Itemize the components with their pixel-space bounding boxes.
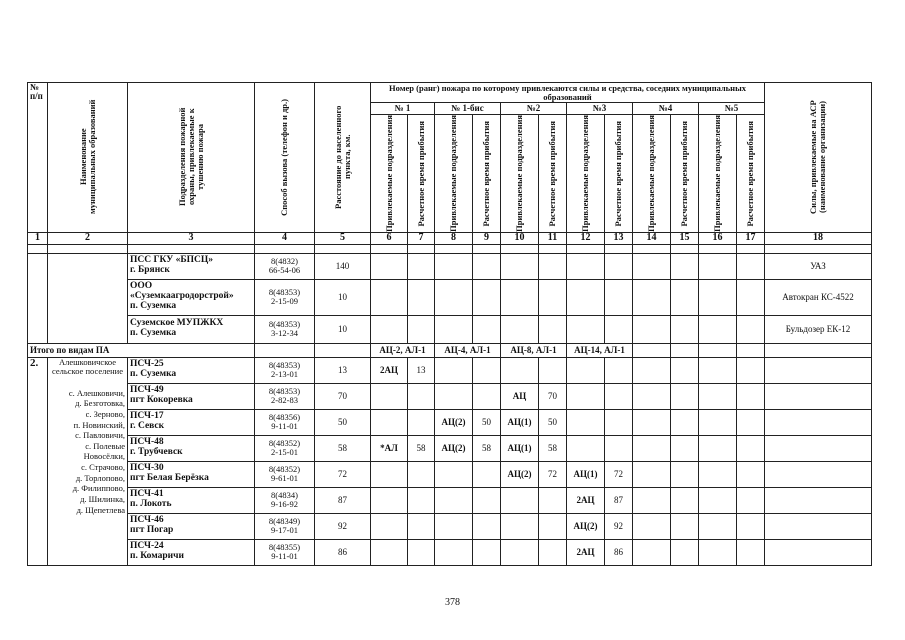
empty-cell <box>633 435 671 461</box>
attached-units: 2АЦ <box>567 539 605 565</box>
empty-cell <box>633 279 671 315</box>
arrival-time: 70 <box>539 383 567 409</box>
phone-number: 8(48353) 2-82-83 <box>255 383 315 409</box>
empty-cell <box>315 244 371 253</box>
empty-cell <box>699 487 737 513</box>
distance: 72 <box>315 461 371 487</box>
table-row <box>28 279 872 315</box>
arrival-time <box>473 513 501 539</box>
rank-header: №5 <box>699 103 765 115</box>
distance: 140 <box>315 253 371 279</box>
header-call-method: Способ вызова (телефон и др.) <box>255 83 315 233</box>
empty-cell <box>699 315 737 343</box>
empty-cell <box>671 343 699 357</box>
empty-cell <box>28 244 48 253</box>
table-row <box>28 315 872 343</box>
column-number: 4 <box>255 232 315 244</box>
rank-header: №3 <box>567 103 633 115</box>
empty-cell <box>671 539 699 565</box>
attached-units: АЦ <box>501 383 539 409</box>
empty-cell <box>255 343 315 357</box>
empty-cell <box>633 315 671 343</box>
attached-units: АЦ(2) <box>435 435 473 461</box>
attached-units <box>501 539 539 565</box>
header-attached-units: Привлекаемые подразделения <box>567 115 605 233</box>
unit-name: ПСЧ-24 п. Комаричи <box>128 539 255 565</box>
attached-units <box>501 487 539 513</box>
attached-units <box>371 461 408 487</box>
header-arrival-time: Расчетное время прибытия <box>408 115 435 233</box>
attached-units <box>435 357 473 383</box>
arrival-time: 50 <box>473 409 501 435</box>
empty-cell <box>737 253 765 279</box>
arrival-time <box>605 383 633 409</box>
attached-units <box>435 487 473 513</box>
arrival-time: 87 <box>605 487 633 513</box>
empty-cell <box>699 383 737 409</box>
column-number: 14 <box>633 232 671 244</box>
header-attached-units: Привлекаемые подразделения <box>435 115 473 233</box>
empty-cell <box>633 357 671 383</box>
arrival-time <box>408 539 435 565</box>
empty-cell <box>671 409 699 435</box>
empty-cell <box>737 461 765 487</box>
empty-cell <box>633 539 671 565</box>
empty-cell <box>633 253 671 279</box>
distance: 58 <box>315 435 371 461</box>
attached-units: *АЛ <box>371 435 408 461</box>
attached-units: АЦ(2) <box>567 513 605 539</box>
table-row <box>28 513 872 539</box>
empty-cell <box>371 244 408 253</box>
village-name: с. Павловичи, <box>75 430 125 441</box>
arrival-time: 50 <box>539 409 567 435</box>
arrival-time <box>408 461 435 487</box>
header-attached-units: Привлекаемые подразделения <box>501 115 539 233</box>
unit-name: Суземское МУПЖКХ п. Суземка <box>128 315 255 343</box>
empty-cell <box>671 253 699 279</box>
empty-cell <box>371 279 408 315</box>
arrival-time: 58 <box>408 435 435 461</box>
table-row <box>28 461 872 487</box>
header-attached-units: Привлекаемые подразделения <box>633 115 671 233</box>
unit-name: ООО «Суземкаагродорстрой» п. Суземка <box>128 279 255 315</box>
arrival-time <box>408 513 435 539</box>
unit-name: ПСС ГКУ «БПСЦ» г. Брянск <box>128 253 255 279</box>
arrival-time <box>473 461 501 487</box>
phone-number: 8(48356) 9-11-01 <box>255 409 315 435</box>
rank-header: № 1 <box>371 103 435 115</box>
arrival-time: 86 <box>605 539 633 565</box>
unit-name: ПСЧ-17 г. Севск <box>128 409 255 435</box>
asr-forces <box>765 487 872 513</box>
empty-cell <box>737 539 765 565</box>
column-number: 1 <box>28 232 48 244</box>
empty-cell <box>435 279 473 315</box>
column-number: 9 <box>473 232 501 244</box>
asr-forces <box>765 461 872 487</box>
header-arrival-time: Расчетное время прибытия <box>473 115 501 233</box>
unit-name: ПСЧ-25 п. Суземка <box>128 357 255 383</box>
phone-number: 8(48355) 9-11-01 <box>255 539 315 565</box>
empty-cell <box>699 343 737 357</box>
empty-cell <box>765 343 872 357</box>
asr-forces <box>765 357 872 383</box>
column-number: 15 <box>671 232 699 244</box>
empty-cell <box>539 253 567 279</box>
empty-cell <box>633 461 671 487</box>
attached-units <box>371 539 408 565</box>
phone-number: 8(48352) 2-15-01 <box>255 435 315 461</box>
empty-cell <box>633 343 671 357</box>
empty-cell <box>371 315 408 343</box>
column-number: 17 <box>737 232 765 244</box>
header-arrival-time: Расчетное время прибытия <box>737 115 765 233</box>
attached-units: АЦ(1) <box>567 461 605 487</box>
attached-units <box>371 513 408 539</box>
rank-header: №2 <box>501 103 567 115</box>
distance: 10 <box>315 315 371 343</box>
attached-units <box>567 383 605 409</box>
unit-name: ПСЧ-48 г. Трубчевск <box>128 435 255 461</box>
village-name: Новосёлки, <box>83 451 125 462</box>
arrival-time <box>539 513 567 539</box>
empty-cell <box>408 315 435 343</box>
header-arrival-time: Расчетное время прибытия <box>671 115 699 233</box>
arrival-time <box>473 383 501 409</box>
village-name: с. Алешковичи, <box>68 387 125 398</box>
empty-cell <box>737 343 765 357</box>
asr-forces: УАЗ <box>765 253 872 279</box>
column-number: 5 <box>315 232 371 244</box>
table-row <box>28 357 872 383</box>
column-number: 6 <box>371 232 408 244</box>
total-vehicles: АЦ-8, АЛ-1 <box>501 343 567 357</box>
attached-units <box>371 409 408 435</box>
empty-cell <box>699 253 737 279</box>
attached-units <box>567 435 605 461</box>
empty-cell <box>671 461 699 487</box>
arrival-time <box>408 409 435 435</box>
asr-forces: Автокран КС-4522 <box>765 279 872 315</box>
arrival-time: 13 <box>408 357 435 383</box>
header-attached-units: Привлекаемые подразделения <box>699 115 737 233</box>
table-row <box>28 253 872 279</box>
column-number: 18 <box>765 232 872 244</box>
empty-cell <box>435 315 473 343</box>
asr-forces <box>765 539 872 565</box>
empty-cell <box>765 244 872 253</box>
header-asr: Силы, привлекаемые на АСР (наименование организации) <box>765 83 872 233</box>
village-name: д. Щепетлева <box>76 504 125 515</box>
empty-cell <box>671 244 699 253</box>
empty-cell <box>408 253 435 279</box>
empty-cell <box>737 244 765 253</box>
empty-cell <box>699 279 737 315</box>
empty-cell <box>737 487 765 513</box>
village-name: д. Шилинка, <box>80 493 125 504</box>
attached-units <box>501 357 539 383</box>
table-row <box>28 487 872 513</box>
arrival-time <box>605 409 633 435</box>
attached-units <box>371 383 408 409</box>
column-number: 13 <box>605 232 633 244</box>
distance: 70 <box>315 383 371 409</box>
attached-units: АЦ(2) <box>435 409 473 435</box>
empty-cell <box>633 383 671 409</box>
empty-cell <box>633 244 671 253</box>
table-row <box>28 435 872 461</box>
table-row <box>28 539 872 565</box>
distance: 13 <box>315 357 371 383</box>
phone-number: 8(4834) 9-16-92 <box>255 487 315 513</box>
arrival-time <box>539 487 567 513</box>
village-name: с. Полевые <box>85 440 125 451</box>
arrival-time <box>408 487 435 513</box>
empty-cell <box>501 279 539 315</box>
column-number: 10 <box>501 232 539 244</box>
empty-cell <box>605 279 633 315</box>
page-number: 378 <box>445 597 460 608</box>
empty-cell <box>371 253 408 279</box>
attached-units <box>435 513 473 539</box>
attached-units: 2АЦ <box>371 357 408 383</box>
empty-cell <box>671 383 699 409</box>
empty-cell <box>501 315 539 343</box>
empty-cell <box>699 461 737 487</box>
empty-cell <box>699 513 737 539</box>
arrival-time: 58 <box>539 435 567 461</box>
empty-cell <box>539 279 567 315</box>
empty-cell <box>408 279 435 315</box>
unit-name: ПСЧ-49 пгт Кокоревка <box>128 383 255 409</box>
empty-cell <box>473 244 501 253</box>
attached-units <box>435 461 473 487</box>
empty-cell <box>605 253 633 279</box>
header-fire-rank: Номер (ранг) пожара по которому привлекаются силы и средства, соседних муниципальных образований <box>371 83 765 103</box>
municipality <box>48 253 128 343</box>
empty-cell <box>435 253 473 279</box>
distance: 50 <box>315 409 371 435</box>
asr-forces <box>765 383 872 409</box>
attached-units <box>567 409 605 435</box>
empty-cell <box>699 435 737 461</box>
column-number: 16 <box>699 232 737 244</box>
header-arrival-time: Расчетное время прибытия <box>605 115 633 233</box>
empty-cell <box>671 513 699 539</box>
header-unit: Подразделения пожарной охраны, привлекаемые к тушению пожара <box>128 83 255 233</box>
header-no: № п/п <box>28 83 48 233</box>
attached-units <box>371 487 408 513</box>
distance: 87 <box>315 487 371 513</box>
village-name: п. Новинский, <box>73 419 125 430</box>
empty-cell <box>737 315 765 343</box>
empty-cell <box>539 315 567 343</box>
distance: 10 <box>315 279 371 315</box>
empty-cell <box>48 244 128 253</box>
empty-cell <box>408 244 435 253</box>
unit-name: ПСЧ-46 пгт Погар <box>128 513 255 539</box>
empty-cell <box>699 409 737 435</box>
phone-number: 8(48353) 2-13-01 <box>255 357 315 383</box>
empty-cell <box>567 315 605 343</box>
empty-cell <box>671 487 699 513</box>
empty-cell <box>737 383 765 409</box>
unit-name: ПСЧ-30 пгт Белая Берёзка <box>128 461 255 487</box>
column-number: 12 <box>567 232 605 244</box>
empty-cell <box>605 315 633 343</box>
arrival-time: 72 <box>539 461 567 487</box>
empty-cell <box>699 539 737 565</box>
arrival-time: 92 <box>605 513 633 539</box>
empty-cell <box>699 357 737 383</box>
asr-forces <box>765 409 872 435</box>
distance: 92 <box>315 513 371 539</box>
arrival-time <box>473 357 501 383</box>
empty-cell <box>473 253 501 279</box>
empty-cell <box>737 409 765 435</box>
header-municipality: Наименование муниципальных образований <box>48 83 128 233</box>
empty-cell <box>315 343 371 357</box>
column-number: 7 <box>408 232 435 244</box>
village-name: д. Безготовка, <box>75 398 125 409</box>
empty-cell <box>128 244 255 253</box>
fire-forces-table <box>27 82 872 566</box>
empty-cell <box>605 244 633 253</box>
phone-number: 8(48349) 9-17-01 <box>255 513 315 539</box>
empty-cell <box>671 357 699 383</box>
table-row <box>28 409 872 435</box>
attached-units: АЦ(1) <box>501 409 539 435</box>
empty-cell <box>501 253 539 279</box>
rank-header: №4 <box>633 103 699 115</box>
asr-forces <box>765 513 872 539</box>
phone-number: 8(48352) 9-61-01 <box>255 461 315 487</box>
empty-cell <box>501 244 539 253</box>
empty-cell <box>633 513 671 539</box>
row-number <box>28 253 48 343</box>
village-name: д. Торлопово, <box>75 472 125 483</box>
rank-header: № 1-бис <box>435 103 501 115</box>
attached-units <box>435 539 473 565</box>
arrival-time <box>605 435 633 461</box>
header-arrival-time: Расчетное время прибытия <box>539 115 567 233</box>
empty-cell <box>473 279 501 315</box>
attached-units: 2АЦ <box>567 487 605 513</box>
column-number: 8 <box>435 232 473 244</box>
village-name: д. Филиппово, <box>72 483 125 494</box>
empty-cell <box>699 244 737 253</box>
total-vehicles: АЦ-2, АЛ-1 <box>371 343 435 357</box>
total-vehicles: АЦ-4, АЛ-1 <box>435 343 501 357</box>
municipality: Алешковичское сельское поселение с. Алешковичи, д. Безготовка, с. Зерново, п. Новинский, с. Павловичи, с. Полевые Новосёлки, с. Страчово, д. Торлопово, д. Филиппово, д. Шилинка, д. Щепетлева <box>48 357 128 565</box>
empty-cell <box>737 513 765 539</box>
arrival-time <box>539 357 567 383</box>
distance: 86 <box>315 539 371 565</box>
empty-cell <box>633 409 671 435</box>
empty-cell <box>671 435 699 461</box>
table-row <box>28 383 872 409</box>
empty-cell <box>633 487 671 513</box>
empty-cell <box>255 244 315 253</box>
empty-cell <box>567 244 605 253</box>
village-name: с. Зерново, <box>85 408 125 419</box>
arrival-time <box>473 539 501 565</box>
empty-cell <box>473 315 501 343</box>
total-vehicles: АЦ-14, АЛ-1 <box>567 343 633 357</box>
empty-cell <box>737 435 765 461</box>
empty-cell <box>435 244 473 253</box>
attached-units: АЦ(2) <box>501 461 539 487</box>
attached-units <box>567 357 605 383</box>
empty-cell <box>671 279 699 315</box>
phone-number: 8(48353) 3-12-34 <box>255 315 315 343</box>
arrival-time: 58 <box>473 435 501 461</box>
column-number: 11 <box>539 232 567 244</box>
village-name: с. Страчово, <box>81 462 125 473</box>
total-row <box>28 343 872 357</box>
empty-cell <box>737 357 765 383</box>
unit-name: ПСЧ-41 п. Локоть <box>128 487 255 513</box>
attached-units <box>501 513 539 539</box>
asr-forces <box>765 435 872 461</box>
arrival-time <box>539 539 567 565</box>
phone-number: 8(4832) 66-54-06 <box>255 253 315 279</box>
asr-forces: Бульдозер ЕК-12 <box>765 315 872 343</box>
arrival-time <box>473 487 501 513</box>
phone-number: 8(48353) 2-15-09 <box>255 279 315 315</box>
header-distance: Расстояние до населенного пункта, км. <box>315 83 371 233</box>
attached-units: АЦ(1) <box>501 435 539 461</box>
empty-cell <box>737 279 765 315</box>
column-number: 2 <box>48 232 128 244</box>
arrival-time: 72 <box>605 461 633 487</box>
header-attached-units: Привлекаемые подразделения <box>371 115 408 233</box>
total-label: Итого по видам ПА <box>28 343 255 357</box>
arrival-time <box>408 383 435 409</box>
arrival-time <box>605 357 633 383</box>
empty-cell <box>567 279 605 315</box>
attached-units <box>435 383 473 409</box>
row-number: 2. <box>28 357 48 565</box>
empty-cell <box>567 253 605 279</box>
column-number: 3 <box>128 232 255 244</box>
empty-cell <box>671 315 699 343</box>
empty-cell <box>539 244 567 253</box>
